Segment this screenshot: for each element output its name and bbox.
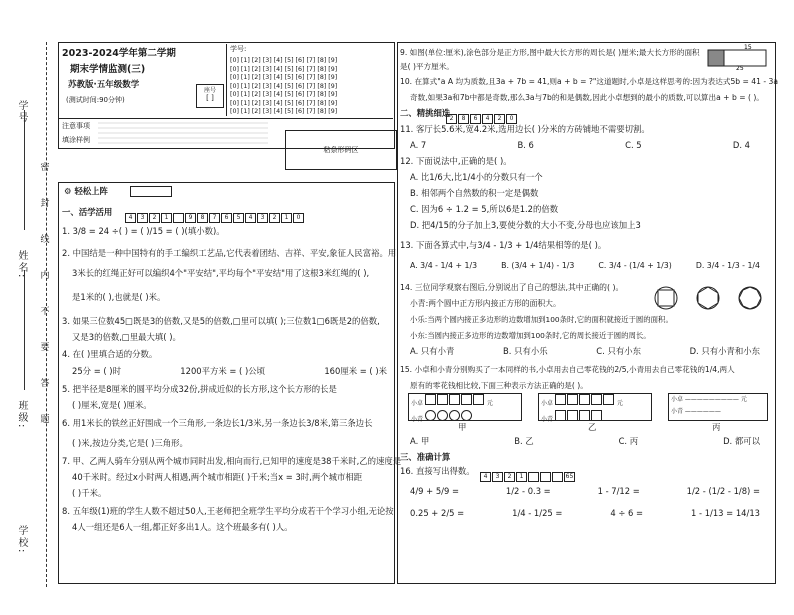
q15b: 原有的零花钱相比较,下面三种表示方法正确的是( )。 bbox=[410, 381, 588, 390]
q13-option[interactable]: A. 3/4 - 1/4 + 1/3 bbox=[410, 261, 478, 270]
score-cells: 4 3 2 1 9 8 7 6 5 4 3 2 1 0 bbox=[125, 207, 305, 226]
seal-char: 内 bbox=[40, 271, 50, 281]
q13-option[interactable]: D. 3/4 - 1/3 - 1/4 bbox=[695, 261, 760, 270]
banner: ⚙ 轻松上阵 bbox=[64, 186, 108, 196]
q3b: 又是3的倍数,□里最大填( )。 bbox=[72, 332, 181, 342]
name-label: 姓名: bbox=[16, 250, 27, 280]
q9: 9. 如图(单位:厘米),涂色部分是正方形,图中最大长方形的周长是( )厘米;最大长方形的面积是( )平方厘米。 bbox=[400, 48, 700, 71]
q12-option[interactable]: C. 因为6 ÷ 1.2 = 5,所以6是1.2的倍数 bbox=[410, 204, 559, 214]
digit-row[interactable]: [0] [1] [2] [3] [4] [5] [6] [7] [8] [9] bbox=[230, 99, 338, 107]
q13-option[interactable]: C. 3/4 - (1/4 + 1/3) bbox=[598, 261, 672, 270]
shaded-square bbox=[708, 50, 724, 66]
q12-option[interactable]: B. 相邻两个自然数的积一定是偶数 bbox=[410, 188, 539, 198]
q14-option[interactable]: B. 只有小乐 bbox=[503, 346, 548, 356]
q10b: 奇数,如果3a和7b中都是奇数,那么3a与7b的和是偶数,因此小卓想到的最小的质数,可以算出a + b = ( )。 bbox=[410, 93, 764, 102]
q15-option[interactable]: C. 丙 bbox=[618, 436, 639, 446]
seal-char: 要 bbox=[40, 343, 50, 353]
diagram-jia: 小卓 元 小青 bbox=[408, 393, 522, 421]
q10a: 10. 在算式"a A 均为质数,且3a + 7b = 41,则a + b = ?"这道题时,小卓是这样思考的:因为表达式5b = 41 - 3a bbox=[400, 77, 779, 86]
calc-item: 4/9 + 5/9 = bbox=[410, 486, 459, 496]
seal-char: 封 bbox=[40, 199, 50, 209]
q15-option[interactable]: B. 乙 bbox=[514, 436, 534, 446]
class-line bbox=[24, 270, 26, 390]
q14a: 14. 三位同学观察右图后,分别说出了自己的想法,其中正确的( )。 bbox=[400, 283, 624, 292]
q11-option[interactable]: C. 5 bbox=[625, 140, 642, 150]
digit-row[interactable]: [0] [1] [2] [3] [4] [5] [6] [7] [8] [9] bbox=[230, 65, 338, 73]
exam-title: 期末学情监测(三) bbox=[70, 64, 146, 75]
digit-row[interactable]: [0] [1] [2] [3] [4] [5] [6] [7] [8] [9] bbox=[230, 108, 338, 115]
digit-grid[interactable] bbox=[230, 57, 337, 117]
digit-row[interactable]: [0] [1] [2] [3] [4] [5] [6] [7] [8] [9] bbox=[230, 91, 338, 98]
q12-option[interactable]: D. 把4/15的分子加上3,要使分数的大小不变,分母也应该加上3 bbox=[410, 220, 641, 230]
q4-item: 25分 = ( )时 bbox=[72, 366, 121, 376]
q15a: 15. 小卓和小青分别购买了一本同样的书,小卓用去自己零花钱的2/5,小青用去自己零花钱的1/4,两人 bbox=[400, 365, 735, 374]
q9-dim-bottom: 25 bbox=[736, 65, 744, 70]
q2c: 是1米的( ),也就是( )米。 bbox=[72, 292, 166, 302]
inscribed-octagon bbox=[739, 287, 761, 309]
q13-options[interactable] bbox=[410, 260, 760, 271]
q2a: 2. 中国结是一种中国特有的手工编织工艺品,它代表着团结、吉祥、平安,象征人民富裕。用 bbox=[62, 248, 397, 258]
q8b: 4人一组还是6人一组,都正好多出1人。这个班最多有( )人。 bbox=[72, 522, 293, 532]
label-yi: 乙 bbox=[588, 422, 597, 432]
q14-option[interactable]: D. 只有小青和小东 bbox=[689, 346, 760, 356]
diagram-bing: 小卓 ————————— 元 小青 —————— bbox=[668, 393, 768, 421]
q14-option[interactable]: C. 只有小东 bbox=[596, 346, 641, 356]
q5a: 5. 把半径是8厘米的圆平均分成32份,拼成近似的长方形,这个长方形的长是 bbox=[62, 384, 337, 394]
q14d: 小东:当圆内接正多边形的边数增加到100条时,它的周长接近于圆的周长。 bbox=[410, 331, 651, 340]
q8a: 8. 五年级(1)班的学生人数不超过50人,王老师把全班学生平均分成若干个学习小组,无论按 bbox=[62, 506, 394, 516]
q15-options[interactable] bbox=[410, 436, 760, 447]
section-1-title: 一、活学活用 bbox=[62, 207, 113, 217]
q7b: 40千米时。经过x小时两人相遇,两个城市相距( )千米;当x = 3时,两个城市相距 bbox=[72, 472, 363, 482]
seal-char: 题 bbox=[40, 415, 50, 425]
q12-option[interactable]: A. 比1/6大,比1/4小的分数只有一个 bbox=[410, 172, 543, 182]
q14-options[interactable] bbox=[410, 346, 760, 357]
seal-char: 密 bbox=[40, 163, 50, 173]
q4-item: 160厘米 = ( )米 bbox=[324, 366, 387, 376]
q11-option[interactable]: B. 6 bbox=[517, 140, 534, 150]
digit-row[interactable]: [0] [1] [2] [3] [4] [5] [6] [7] [8] [9] bbox=[230, 57, 338, 64]
calc-item: 1/2 - (1/2 - 1/8) = bbox=[686, 486, 760, 496]
calc-item: 1/4 - 1/25 = bbox=[512, 508, 563, 518]
calc-row-1 bbox=[410, 486, 760, 497]
digit-row[interactable]: [0] [1] [2] [3] [4] [5] [6] [7] [8] [9] bbox=[230, 82, 338, 90]
q15-option[interactable]: A. 甲 bbox=[410, 436, 430, 446]
id-label: 学号 bbox=[16, 100, 27, 124]
q1: 1. 3/8 = 24 ÷( ) = ( )/15 = ( )(填小数)。 bbox=[62, 226, 225, 236]
diagram-yi: 小卓 元 小青 bbox=[538, 393, 652, 421]
label-jia: 甲 bbox=[458, 422, 467, 432]
section-3-title: 三、准确计算 bbox=[400, 452, 451, 462]
calc-item: 1 - 1/13 = 14/13 bbox=[691, 508, 760, 518]
barcode-area: 粘条形码区 bbox=[285, 130, 397, 170]
q11-option[interactable]: A. 7 bbox=[410, 140, 427, 150]
q2b: 3米长的红绳正好可以编织4个"平安结",平均每个"平安结"用了这根3米红绳的( ), bbox=[72, 268, 370, 278]
seat-box[interactable]: 座号 [ ] bbox=[196, 84, 224, 108]
q14-option[interactable]: A. 只有小青 bbox=[410, 346, 455, 356]
score-cells-3: 4 3 2 1 65 bbox=[480, 466, 576, 485]
digit-row[interactable]: [0] [1] [2] [3] [4] [5] [6] [7] [8] [9] bbox=[230, 74, 338, 81]
school-label: 学校: bbox=[16, 525, 27, 555]
q9-dim-top: 15 bbox=[744, 44, 752, 51]
student-id-label: 学号: bbox=[230, 45, 247, 53]
year-title: 2023-2024学年第二学期 bbox=[62, 48, 176, 59]
calc-item: 1 - 7/12 = bbox=[597, 486, 640, 496]
q13-option[interactable]: B. (3/4 + 1/4) - 1/3 bbox=[501, 261, 575, 270]
q6b: ( )米,按边分类,它是( )三角形。 bbox=[72, 438, 188, 448]
label-bing: 丙 bbox=[712, 422, 721, 432]
calc-item: 0.25 + 2/5 = bbox=[410, 508, 465, 518]
calc-item: 4 ÷ 6 = bbox=[610, 508, 644, 518]
notes-label: 注意事项 bbox=[62, 122, 90, 130]
class-label: 班级: bbox=[16, 400, 27, 430]
q11: 11. 客厅长5.6米,宽4.2米,选用边长( )分米的方砖铺地不需要切割。 bbox=[400, 124, 650, 134]
q6a: 6. 用1米长的铁丝正好围成一个三角形,一条边长1/3米,另一条边长3/8米,第三条边长 bbox=[62, 418, 373, 428]
edition: 苏教版·五年级数学 bbox=[68, 80, 140, 90]
score-cells-2: 2 8 6 4 2 0 bbox=[446, 108, 518, 127]
q5b: ( )厘米,宽是( )厘米。 bbox=[72, 400, 152, 410]
time-note: (测试时间:90分钟) bbox=[66, 96, 125, 104]
seal-char: 线 bbox=[40, 235, 50, 245]
seal-char: 不 bbox=[40, 307, 50, 317]
fill-example: 填涂样例 bbox=[62, 136, 90, 144]
q11-option[interactable]: D. 4 bbox=[732, 140, 750, 150]
q14c: 小乐:当两个圆内接正多边形的边数增加到100条时,它的面积就接近于圆的面积。 bbox=[410, 315, 673, 324]
section-2-title: 二、精挑细选 bbox=[400, 108, 451, 118]
q12: 12. 下面说法中,正确的是( )。 bbox=[400, 156, 512, 166]
q7a: 7. 甲、乙两人骑车分别从两个城市同时出发,相向而行,已知甲的速度是38千米时,乙的速度是 bbox=[62, 456, 402, 466]
circle bbox=[697, 287, 719, 309]
q4: 4. 在( )里填合适的分数。 bbox=[62, 349, 158, 359]
q3a: 3. 如果三位数45□既是3的倍数,又是5的倍数,□里可以填( );三位数1□6既是2的倍数, bbox=[62, 316, 380, 326]
seal-chars bbox=[38, 150, 52, 438]
seat-label: 座号 bbox=[203, 87, 216, 94]
q13: 13. 下面各算式中,与3/4 - 1/3 + 1/4结果相等的是( )。 bbox=[400, 240, 607, 250]
q16: 16. 直接写出得数。 bbox=[400, 466, 475, 476]
q15-option[interactable]: D. 都可以 bbox=[723, 436, 760, 446]
inscribed-hexagon bbox=[698, 287, 718, 309]
q9-figure bbox=[706, 42, 770, 70]
q4-item: 1200平方米 = ( )公顷 bbox=[180, 366, 266, 376]
q14b: 小青:两个圆中正方形内接正方形的面积大。 bbox=[410, 299, 561, 308]
calc-row-2 bbox=[410, 508, 760, 519]
inscribed-square bbox=[658, 290, 674, 306]
seal-char: 答 bbox=[40, 379, 50, 389]
q11-options[interactable] bbox=[410, 140, 750, 151]
q14-figure bbox=[652, 284, 764, 312]
notes-text bbox=[98, 120, 268, 144]
calc-item: 1/2 - 0.3 = bbox=[505, 486, 551, 496]
name-line bbox=[24, 110, 26, 230]
q4-items bbox=[72, 366, 387, 377]
q7c: ( )千米。 bbox=[72, 488, 107, 498]
